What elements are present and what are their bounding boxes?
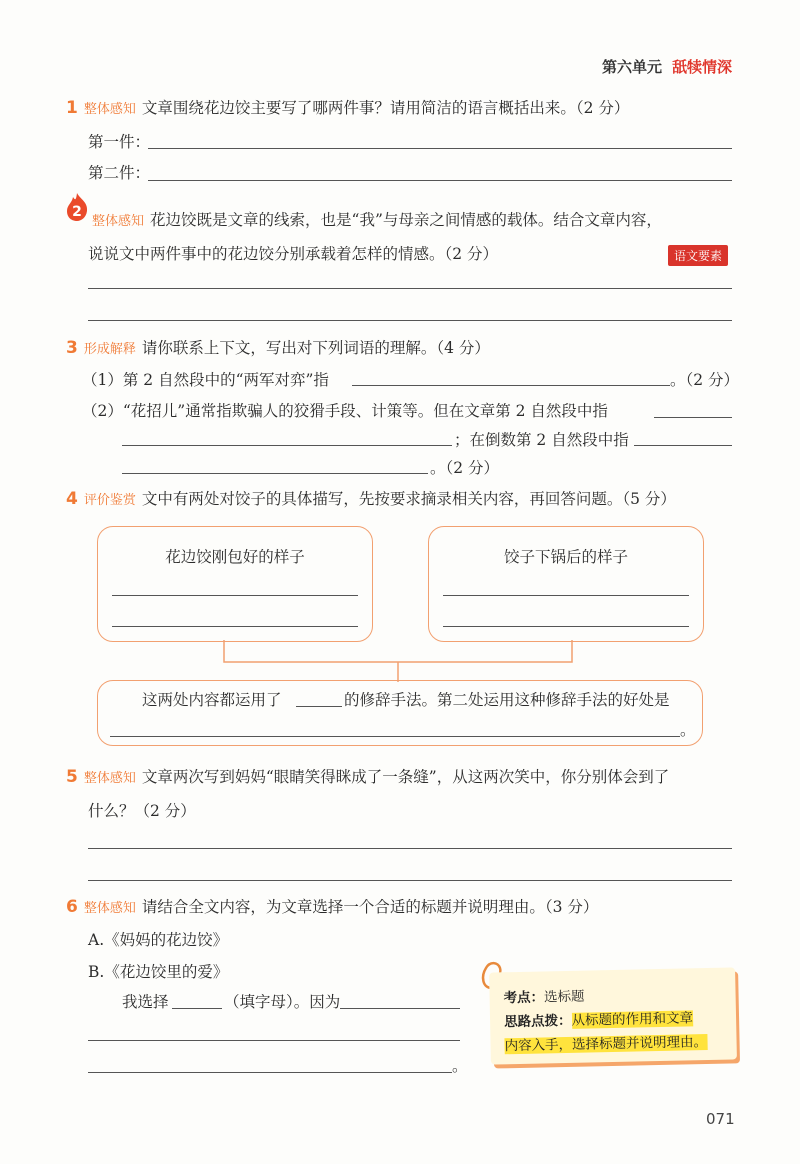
answer-line[interactable]	[352, 385, 670, 386]
sub-question-1-score: 。（2 分）	[670, 371, 740, 389]
question-number: 3	[66, 338, 78, 358]
question-tag: 形成解释	[83, 342, 136, 357]
question-4	[66, 487, 676, 509]
box-title: 饺子下锅后的样子	[503, 548, 628, 566]
tip-key-point: 选标题	[543, 988, 585, 1006]
answer-box-boiled-dumplings	[428, 526, 704, 642]
answer-line[interactable]	[112, 595, 358, 596]
sub-question-1: （1）第 2 自然段中的“两军对弈”指	[82, 371, 329, 389]
question-text: 花边饺既是文章的线索，也是“我”与母亲之间情感的载体。结合文章内容，	[150, 211, 662, 229]
question-number: 1	[66, 98, 78, 118]
answer-line[interactable]	[88, 320, 732, 321]
answer-line[interactable]	[296, 706, 342, 707]
question-2	[92, 208, 662, 230]
answer-line[interactable]	[88, 880, 732, 881]
answer-line[interactable]	[112, 626, 358, 627]
answer-line[interactable]	[110, 736, 680, 737]
rhetoric-text-b: 的修辞手法。第二处运用这种修辞手法的好处是	[344, 691, 670, 709]
question-tag: 整体感知	[83, 771, 136, 786]
question-tag: 整体感知	[83, 102, 136, 117]
question-number: 6	[66, 897, 78, 917]
option-a[interactable]: A.《妈妈的花边饺》	[88, 931, 229, 949]
connector-lines	[200, 640, 600, 682]
answer-line[interactable]	[122, 445, 452, 446]
question-2-flame-icon	[64, 192, 90, 226]
question-tag: 整体感知	[92, 214, 145, 229]
question-text: 请你联系上下文，写出对下列词语的理解。（4 分）	[141, 339, 490, 357]
tip-hint-label: 思路点拨：	[503, 1012, 572, 1031]
answer-line[interactable]	[88, 288, 732, 289]
answer-line[interactable]	[88, 1072, 452, 1073]
tip-card	[489, 967, 737, 1064]
tip-hint-1: 从标题的作用和文章	[571, 1010, 694, 1029]
question-3	[66, 336, 490, 358]
question-tag: 评价鉴赏	[83, 493, 136, 508]
answer-line[interactable]	[443, 626, 689, 627]
choose-label: 我选择	[122, 993, 169, 1011]
question-text-cont: 什么？（2 分）	[88, 802, 196, 820]
answer-line[interactable]	[443, 595, 689, 596]
question-5	[66, 765, 669, 787]
answer-line[interactable]	[654, 417, 732, 418]
unit-theme: 舐犊情深	[671, 58, 732, 76]
question-number: 2	[72, 204, 82, 220]
choose-because: （填字母）。因为	[224, 993, 341, 1011]
answer-line[interactable]	[88, 848, 732, 849]
answer-line[interactable]	[634, 445, 732, 446]
rhetoric-end: 。	[680, 721, 696, 739]
answer-line[interactable]	[340, 1008, 460, 1009]
answer-line-letter[interactable]	[172, 1008, 222, 1009]
unit-label: 第六单元	[601, 58, 662, 76]
question-number: 4	[66, 489, 78, 509]
question-number: 5	[66, 767, 78, 787]
box-title: 花边饺刚包好的样子	[165, 548, 305, 566]
sub-question-2-cont: ；在倒数第 2 自然段中指	[454, 431, 629, 449]
rhetoric-text-a: 这两处内容都运用了	[142, 691, 282, 709]
question-tag: 整体感知	[83, 901, 136, 916]
option-b[interactable]: B.《花边饺里的爱》	[88, 963, 229, 981]
answer-label-second: 第二件：	[88, 164, 151, 182]
question-1	[66, 96, 629, 118]
badge-chinese-element: 语文要素	[668, 245, 728, 266]
page-number: 071	[706, 1110, 735, 1128]
sub-question-2-score: 。（2 分）	[430, 459, 500, 477]
question-text-cont: 说说文中两件事中的花边饺分别承载着怎样的情感。（2 分）	[88, 245, 499, 263]
answer-line[interactable]	[122, 473, 428, 474]
answer-label-first: 第一件：	[88, 133, 151, 151]
question-text: 文章围绕花边饺主要写了哪两件事？请用简洁的语言概括出来。（2 分）	[141, 99, 630, 117]
answer-line[interactable]	[148, 148, 732, 149]
question-text: 文中有两处对饺子的具体描写，先按要求摘录相关内容，再回答问题。（5 分）	[141, 490, 676, 508]
answer-box-wrapped-dumplings	[97, 526, 373, 642]
answer-line[interactable]	[88, 1040, 460, 1041]
answer-end: 。	[452, 1057, 468, 1075]
sub-question-2: （2）“花招儿”通常指欺骗人的狡猾手段、计策等。但在文章第 2 自然段中指	[82, 402, 608, 420]
tip-key-point-label: 考点：	[503, 989, 545, 1007]
question-text: 文章两次写到妈妈“眼睛笑得眯成了一条缝”，从这两次笑中，你分别体会到了	[141, 768, 670, 786]
unit-header	[602, 56, 732, 77]
question-6	[66, 895, 598, 917]
question-text: 请结合全文内容，为文章选择一个合适的标题并说明理由。（3 分）	[141, 898, 599, 916]
tip-hint-2: 内容入手，选择标题并说明理由。	[504, 1034, 708, 1055]
answer-line[interactable]	[148, 180, 732, 181]
